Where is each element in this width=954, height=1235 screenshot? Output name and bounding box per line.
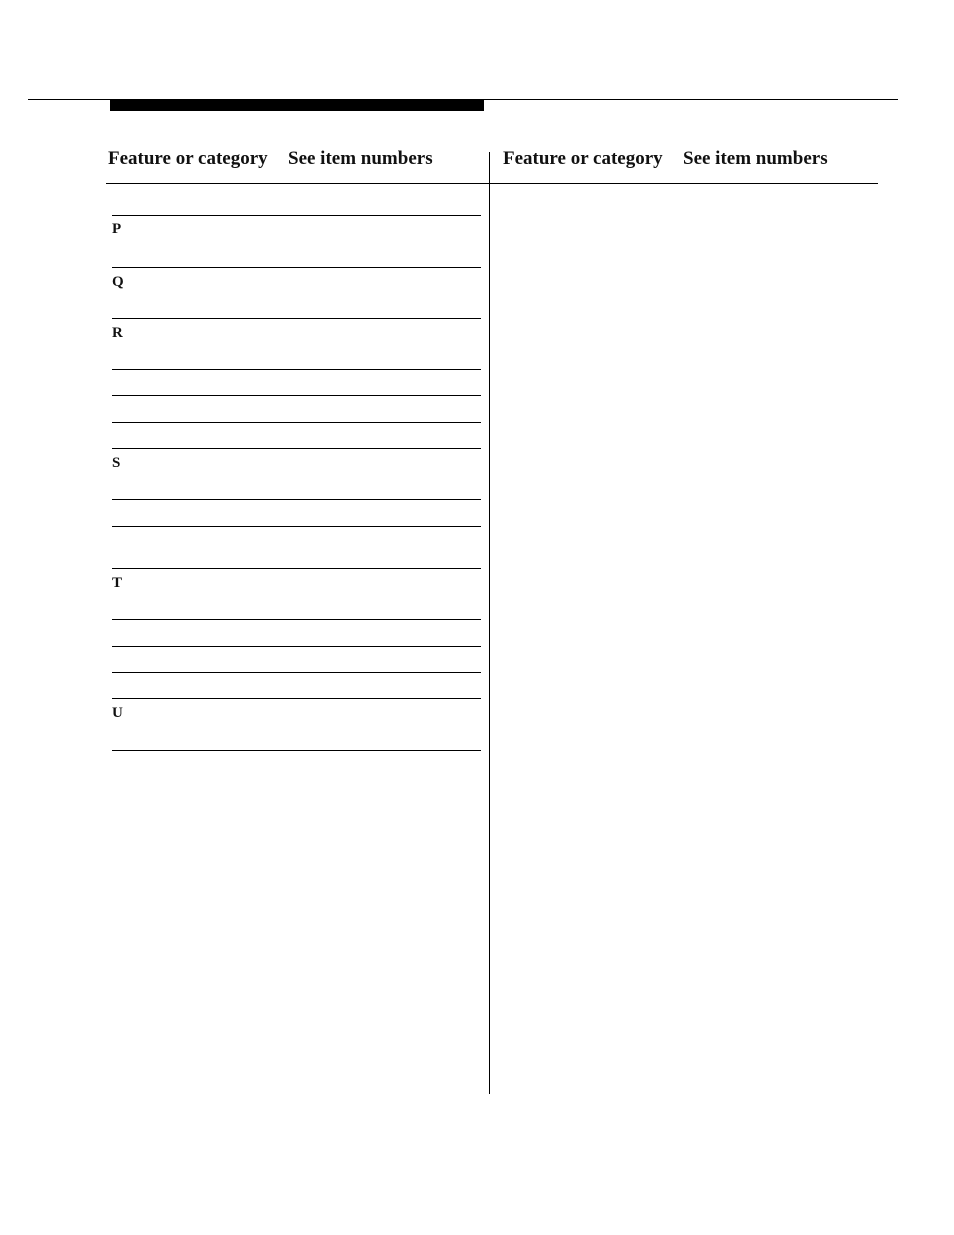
row-rule: [112, 267, 481, 268]
row-rule: [112, 698, 481, 699]
row-rule: [112, 526, 481, 527]
row-rule: [112, 619, 481, 620]
left-header-items: See item numbers: [288, 148, 433, 169]
row-rule: [112, 318, 481, 319]
right-header-feature: Feature or category: [503, 148, 663, 169]
row-rule: [112, 422, 481, 423]
row-rule: [112, 395, 481, 396]
column-divider: [489, 152, 490, 1094]
row-rule: [112, 646, 481, 647]
left-header-feature: Feature or category: [108, 148, 268, 169]
row-rule: [112, 672, 481, 673]
section-letter-q: Q: [112, 274, 124, 290]
row-rule: [112, 369, 481, 370]
section-letter-r: R: [112, 325, 123, 341]
section-letter-p: P: [112, 221, 122, 237]
header-rule: [106, 183, 878, 184]
row-rule: [112, 568, 481, 569]
row-rule: [112, 448, 481, 449]
row-rule: [112, 215, 481, 216]
section-letter-s: S: [112, 455, 121, 471]
section-letter-t: T: [112, 575, 123, 591]
section-letter-u: U: [112, 705, 123, 721]
right-header-items: See item numbers: [683, 148, 828, 169]
chapter-tab-bar: [110, 99, 484, 111]
row-rule: [112, 750, 481, 751]
row-rule: [112, 499, 481, 500]
